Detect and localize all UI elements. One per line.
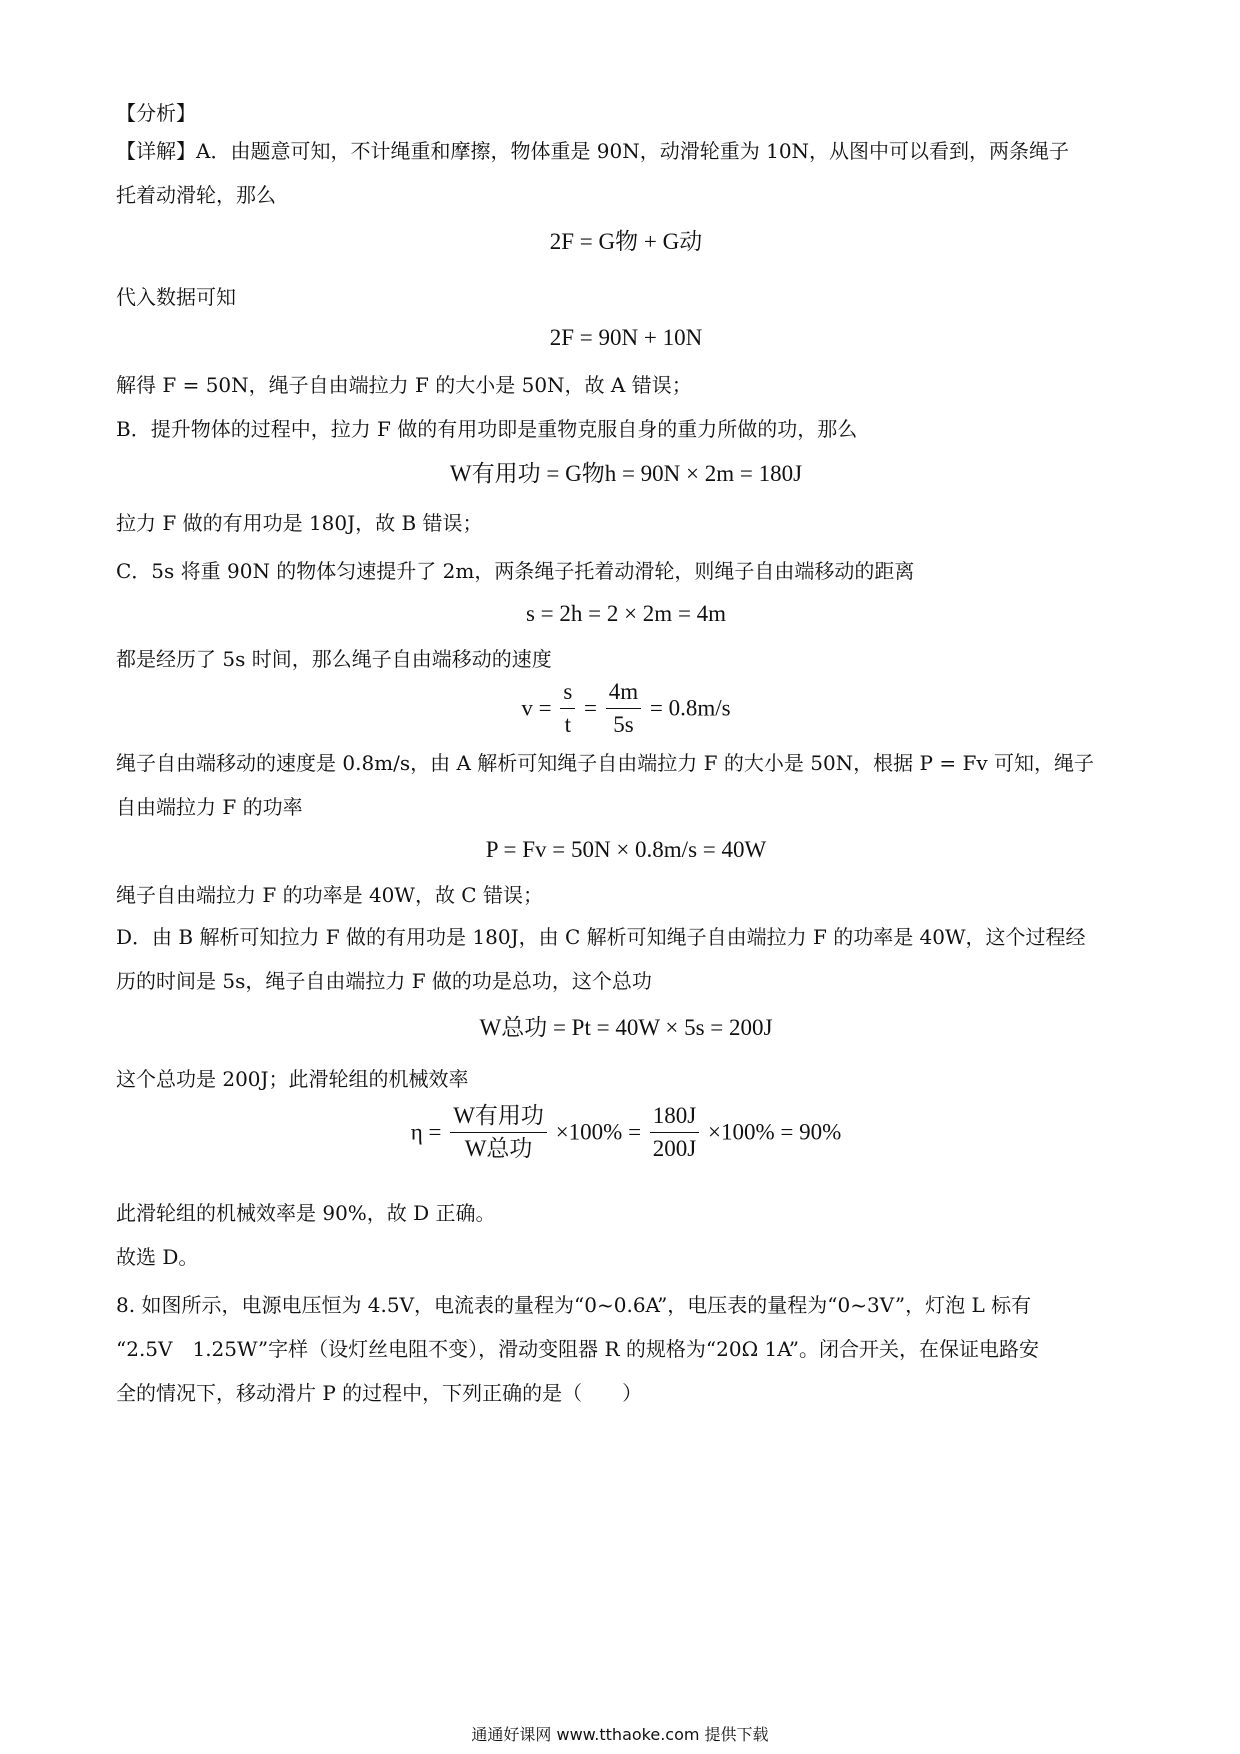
paragraph-line: 绳子自由端拉力 F 的功率是 40W，故 C 错误； — [116, 883, 543, 907]
question-line: “2.5V 1.25W”字样（设灯丝电阻不变），滑动变阻器 R 的规格为“20Ω 1A”。闭合开关，在保证电路安 — [116, 1337, 1039, 1361]
paragraph-line: C．5s 将重 90N 的物体匀速提升了 2m，两条绳子托着动滑轮，则绳子自由端移动的距离 — [116, 559, 915, 583]
question-line: 全的情况下，移动滑片 P 的过程中，下列正确的是（ ） — [116, 1381, 643, 1405]
paragraph-line: D．由 B 解析可知拉力 F 做的有用功是 180J，由 C 解析可知绳子自由端拉力 F 的功率是 40W，这个过程经 — [116, 925, 1086, 949]
numerator: 180J — [652, 1103, 697, 1128]
eq8-rhs: ×100% = 90% — [708, 1119, 842, 1145]
denominator: t — [560, 708, 575, 741]
paragraph-line: 故选 D。 — [116, 1245, 199, 1269]
fraction — [450, 1100, 547, 1165]
numerator: W有用功 — [453, 1103, 544, 1128]
fraction — [560, 676, 575, 741]
paragraph-line: 绳子自由端移动的速度是 0.8m/s，由 A 解析可知绳子自由端拉力 F 的大小是 50N，根据 P = Fv 可知，绳子 — [116, 751, 1095, 775]
paragraph-line: 都是经历了 5s 时间，那么绳子自由端移动的速度 — [116, 647, 552, 671]
numerator: 4m — [608, 679, 639, 704]
denominator: 200J — [650, 1132, 699, 1165]
eq5-rhs: = 0.8m/s — [649, 695, 731, 721]
paragraph-line: 拉力 F 做的有用功是 180J，故 B 错误； — [116, 511, 483, 535]
eq5-mid: = — [584, 695, 598, 721]
paragraph-line: 此滑轮组的机械效率是 90%，故 D 正确。 — [116, 1201, 496, 1225]
equation-1: 2F = G物 + G动 — [549, 229, 703, 254]
paragraph-line: B．提升物体的过程中，拉力 F 做的有用功即是重物克服自身的重力所做的功，那么 — [116, 417, 858, 441]
equation-4: s = 2h = 2 × 2m = 4m — [525, 601, 727, 626]
paragraph-line: 代入数据可知 — [116, 285, 236, 309]
paragraph-line: 解得 F = 50N，绳子自由端拉力 F 的大小是 50N，故 A 错误； — [116, 373, 692, 397]
equation-3: W有用功 = G物h = 90N × 2m = 180J — [449, 461, 803, 486]
numerator: s — [563, 679, 573, 704]
denominator: 5s — [606, 708, 641, 741]
equation-6: P = Fv = 50N × 0.8m/s = 40W — [485, 837, 767, 862]
paragraph-line: 自由端拉力 F 的功率 — [116, 795, 303, 819]
paragraph-line: 这个总功是 200J；此滑轮组的机械效率 — [116, 1067, 469, 1091]
equation-5 — [116, 676, 1136, 741]
eq8-mid: ×100% = — [555, 1119, 642, 1145]
analysis-heading: 【分析】 — [116, 101, 196, 125]
equation-7: W总功 = Pt = 40W × 5s = 200J — [479, 1015, 773, 1040]
eq5-lhs: v = — [521, 695, 552, 721]
equation-2: 2F = 90N + 10N — [549, 325, 703, 350]
denominator: W总功 — [450, 1132, 547, 1165]
paragraph-line: 历的时间是 5s，绳子自由端拉力 F 做的功是总功，这个总功 — [116, 969, 652, 993]
question-line: 8. 如图所示，电源电压恒为 4.5V，电流表的量程为“0~0.6A”，电压表的量程为“0~3V”，灯泡 L 标有 — [116, 1293, 1032, 1317]
fraction — [606, 676, 641, 741]
fraction — [650, 1100, 699, 1165]
page-footer: 通通好课网 www.tthaoke.com 提供下载 — [471, 1725, 769, 1744]
equation-8 — [116, 1100, 1136, 1165]
paragraph-line: 【详解】A．由题意可知，不计绳重和摩擦，物体重是 90N，动滑轮重为 10N，从图中可以看到，两条绳子 — [116, 139, 1070, 163]
eq8-lhs: η = — [410, 1119, 442, 1145]
paragraph-line: 托着动滑轮，那么 — [116, 183, 276, 207]
